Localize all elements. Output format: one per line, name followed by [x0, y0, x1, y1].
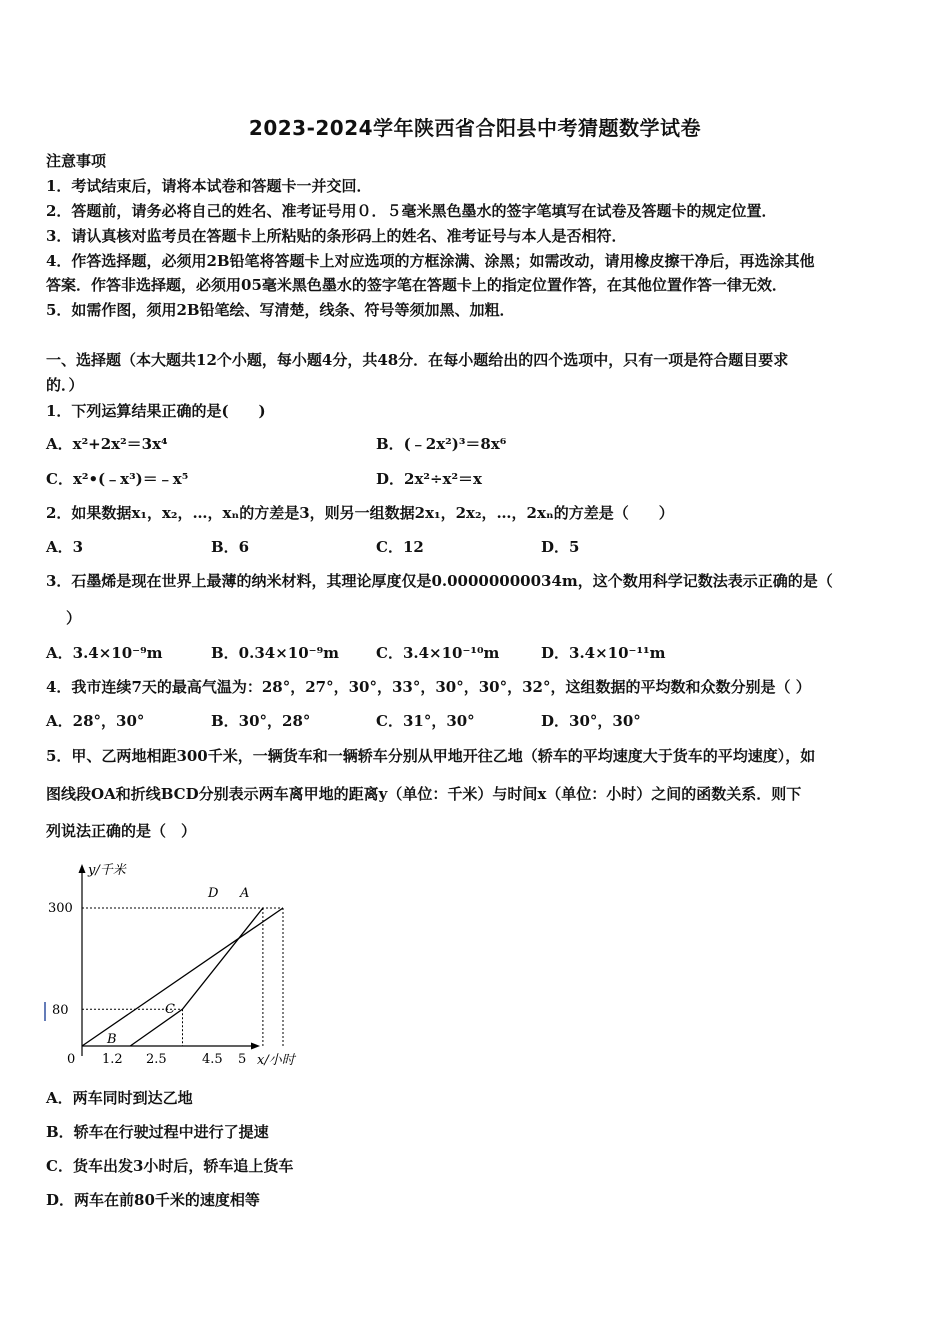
x-tick-label: 5 [238, 1052, 247, 1067]
question-4-option-c: C．31°，30° [376, 712, 475, 730]
y-tick-label: 80 [52, 1003, 69, 1018]
page-title: 2023-2024学年陕西省合阳县中考猜题数学试卷 [248, 116, 702, 140]
question-2-option-d: D．5 [541, 538, 580, 556]
x-axis-label: x/小时 [257, 1053, 295, 1068]
question-5-option-b: B．轿车在行驶过程中进行了提速 [46, 1123, 269, 1141]
section-heading: 一、选择题（本大题共12个小题，每小题4分，共48分．在每小题给出的四个选项中，只有一项是符合题目要求 [46, 351, 789, 369]
x-tick-label: 4.5 [202, 1052, 223, 1067]
point-label-c: C [165, 1002, 175, 1017]
distance-time-graph [40, 858, 320, 1078]
question-4-option-d: D．30°，30° [541, 712, 641, 730]
question-2-option-c: C．12 [376, 538, 424, 556]
question-4-option-b: B．30°，28° [211, 712, 311, 730]
question-1-option-b: B．(﹣2x²)³＝8x⁶ [376, 435, 507, 453]
notice-item: 4．作答选择题，必须用2B铅笔将答题卡上对应选项的方框涂满、涂黑；如需改动，请用橡皮擦干净后，再选涂其他 [46, 252, 815, 270]
x-axis-arrow [251, 1043, 260, 1050]
question-5-stem-cont2: 列说法正确的是（ ） [46, 822, 197, 840]
question-4-stem: 4．我市连续7天的最高气温为：28°，27°，30°，33°，30°，30°，32°，这组数据的平均数和众数分别是（ ） [46, 678, 811, 696]
y-axis-label: y/千米 [88, 863, 126, 878]
point-label-d: D [208, 886, 219, 901]
question-5-option-d: D．两车在前80千米的速度相等 [46, 1191, 260, 1209]
question-3-option-c: C．3.4×10⁻¹⁰m [376, 644, 500, 662]
question-1-stem: 1．下列运算结果正确的是( ) [46, 402, 266, 420]
section-heading-cont: 的．） [46, 376, 84, 394]
x-tick-label: 1.2 [102, 1052, 123, 1067]
notice-item: 5．如需作图，须用2B铅笔绘、写清楚，线条、符号等须加黑、加粗． [46, 301, 515, 319]
question-3-option-d: D．3.4×10⁻¹¹m [541, 644, 666, 662]
question-3-stem: 3．石墨烯是现在世界上最薄的纳米材料，其理论厚度仅是0.00000000034m，这个数用科学记数法表示正确的是（ [46, 572, 833, 590]
question-2-option-b: B．6 [211, 538, 250, 556]
question-1-option-d: D．2x²÷x²＝x [376, 470, 482, 488]
x-tick-label: 2.5 [146, 1052, 167, 1067]
y-axis-arrow [79, 864, 86, 873]
point-label-b: B [107, 1032, 117, 1047]
question-5-stem-cont: 图线段OA和折线BCD分别表示两车离甲地的距离y（单位：千米）与时间x（单位：小时）之间的函数关系．则下 [46, 785, 802, 803]
question-1-option-a: A．x²+2x²＝3x⁴ [46, 435, 168, 453]
notice-heading: 注意事项 [46, 152, 107, 170]
question-1-option-c: C．x²•(﹣x³)＝﹣x⁵ [46, 470, 189, 488]
question-3-stem-cont: ） [66, 609, 82, 627]
notice-item: 1．考试结束后，请将本试卷和答题卡一并交回． [46, 177, 372, 195]
question-2-option-a: A．3 [46, 538, 84, 556]
notice-item: 3．请认真核对监考员在答题卡上所粘贴的条形码上的姓名、准考证号与本人是否相符． [46, 227, 627, 245]
question-5-option-a: A．两车同时到达乙地 [46, 1089, 193, 1107]
question-4-option-a: A．28°，30° [46, 712, 145, 730]
point-label-a: A [240, 886, 250, 901]
origin-label: 0 [67, 1052, 76, 1067]
question-3-option-a: A．3.4×10⁻⁹m [46, 644, 163, 662]
question-2-stem: 2．如果数据x₁，x₂，…，xₙ的方差是3，则另一组数据2x₁，2x₂，…，2xₙ的方差是（ ） [46, 504, 674, 522]
question-3-option-b: B．0.34×10⁻⁹m [211, 644, 340, 662]
question-5-option-c: C．货车出发3小时后，轿车追上货车 [46, 1157, 294, 1175]
series-line-bcd [130, 908, 263, 1046]
notice-item: 答案．作答非选择题，必须用05毫米黑色墨水的签字笔在答题卡上的指定位置作答，在其他位置作答一律无效． [46, 276, 787, 294]
question-5-stem: 5．甲、乙两地相距300千米，一辆货车和一辆轿车分别从甲地开往乙地（轿车的平均速度大于货车的平均速度），如 [46, 747, 816, 765]
y-tick-label: 300 [48, 901, 73, 916]
notice-item: 2．答题前，请务必将自己的姓名、准考证号用０．５毫米黑色墨水的签字笔填写在试卷及答题卡的规定位置． [46, 202, 777, 220]
